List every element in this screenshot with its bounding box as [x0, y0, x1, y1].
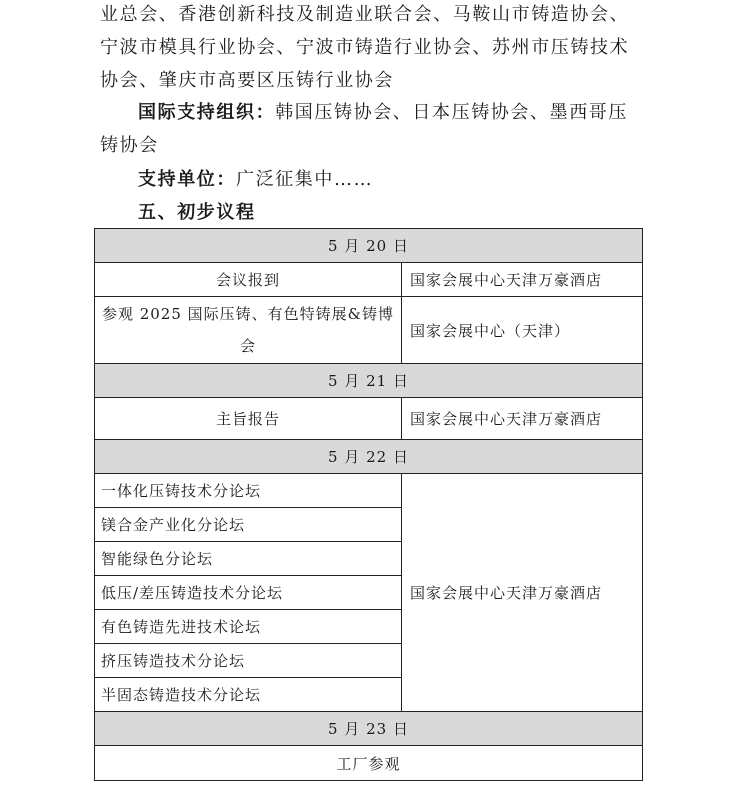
- table-row: [95, 398, 643, 440]
- date-row-day4: [95, 712, 643, 746]
- section-title: 五、初步议程: [138, 202, 256, 223]
- event-cell: 参观 2025 国际压铸、有色特铸展&铸博会: [95, 297, 402, 364]
- table-row: [95, 474, 643, 508]
- date-cell: 5 月 22 日: [95, 440, 643, 474]
- event-cell: 工厂参观: [95, 746, 643, 781]
- forum-cell: 低压/差压铸造技术分论坛: [95, 576, 402, 610]
- forum-cell: 镁合金产业化分论坛: [95, 508, 402, 542]
- forum-cell: 智能绿色分论坛: [95, 542, 402, 576]
- date-cell: 5 月 23 日: [95, 712, 643, 746]
- international-support-label: 国际支持组织：: [138, 102, 276, 123]
- date-cell: 5 月 20 日: [95, 229, 643, 263]
- forum-cell: 挤压铸造技术分论坛: [95, 644, 402, 678]
- table-row: [95, 263, 643, 297]
- date-row-day3: [95, 440, 643, 474]
- date-row-day2: [95, 364, 643, 398]
- table-row: [95, 297, 643, 364]
- event-cell: 主旨报告: [95, 398, 402, 440]
- venue-cell: 国家会展中心天津万豪酒店: [402, 263, 643, 297]
- venue-cell: 国家会展中心天津万豪酒店: [402, 474, 643, 712]
- international-support-paragraph: [100, 96, 645, 162]
- organizer-list-paragraph: 业总会、香港创新科技及制造业联合会、马鞍山市铸造协会、宁波市模具行业协会、宁波市铸造行业协会、苏州市压铸技术协会、肇庆市高要区压铸行业协会: [100, 4, 630, 91]
- forum-cell: 半固态铸造技术分论坛: [95, 678, 402, 712]
- support-unit-paragraph: [100, 163, 645, 196]
- forum-cell: 一体化压铸技术分论坛: [95, 474, 402, 508]
- forum-cell: 有色铸造先进技术论坛: [95, 610, 402, 644]
- venue-cell: 国家会展中心（天津）: [402, 297, 643, 364]
- date-row-day1: [95, 229, 643, 263]
- support-unit-label: 支持单位：: [138, 169, 236, 190]
- table-row: [95, 746, 643, 781]
- support-unit-text: 广泛征集中……: [236, 169, 374, 190]
- event-cell: 会议报到: [95, 263, 402, 297]
- venue-cell: 国家会展中心天津万豪酒店: [402, 398, 643, 440]
- international-support-text: 韩国压铸协会、日本压铸协会、墨西哥压铸协会: [100, 102, 629, 156]
- agenda-table: [94, 228, 643, 781]
- date-cell: 5 月 21 日: [95, 364, 643, 398]
